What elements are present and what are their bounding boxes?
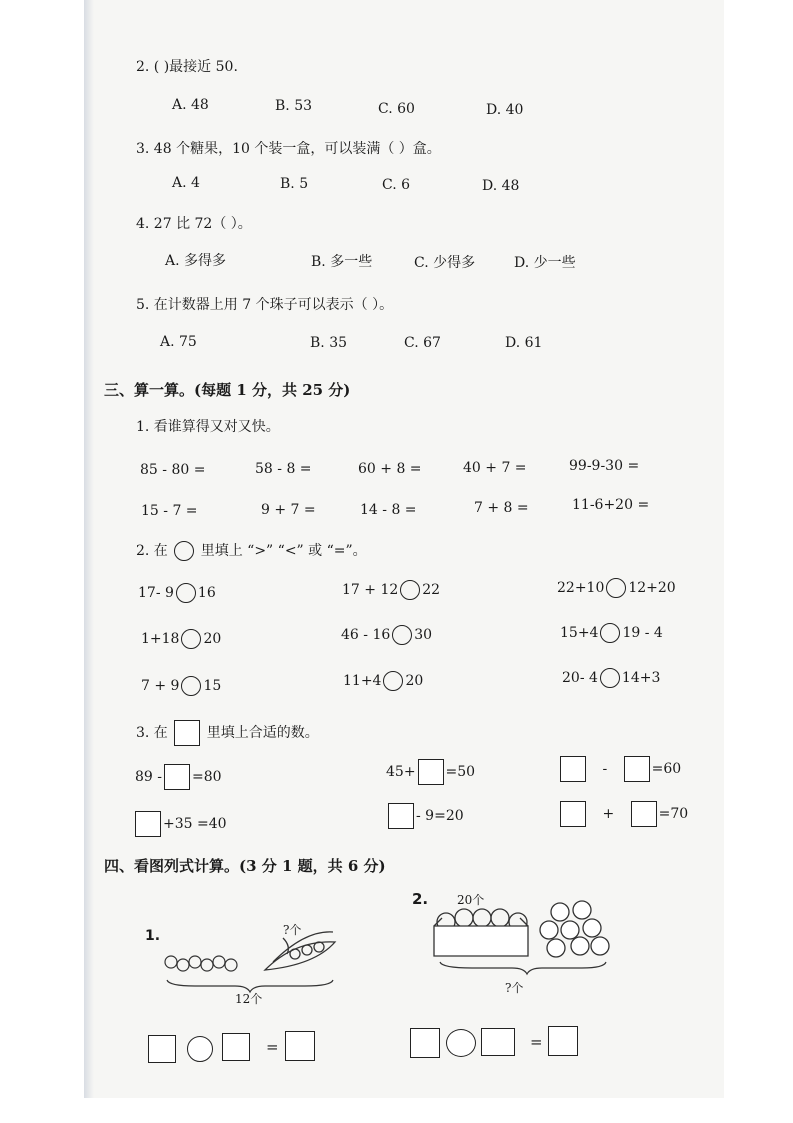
- q3-option-b: B. 5: [280, 176, 309, 192]
- compare-left: 17- 9: [138, 585, 174, 601]
- compare-right: 22: [422, 582, 441, 598]
- part3-title-pre: 3. 在: [136, 725, 168, 741]
- answer-circle[interactable]: [181, 676, 201, 696]
- bead-string-icon: [165, 956, 237, 971]
- eq-text: 89 -: [135, 769, 162, 785]
- compare-right: 16: [197, 585, 216, 601]
- compare-r2-c3: [560, 623, 663, 643]
- section3-heading: 三、算一算。(每题 1 分，共 25 分): [104, 381, 351, 399]
- basket-of-balls-icon: [434, 909, 528, 956]
- compare-left: 20- 4: [562, 670, 598, 686]
- calc-r1-1: 85 - 80 =: [140, 462, 206, 478]
- q3-option-d: D. 48: [482, 178, 520, 194]
- compare-right: 20: [203, 631, 222, 647]
- p1-box-2[interactable]: [222, 1033, 250, 1061]
- part3-title: [136, 720, 319, 746]
- compare-left: 7 + 9: [141, 678, 180, 694]
- part1-title: 1. 看谁算得又对又快。: [136, 419, 280, 435]
- calc-r1-5: 99-9-30 =: [569, 458, 640, 474]
- compare-right: 19 - 4: [622, 625, 663, 641]
- compare-left: 11+4: [343, 673, 382, 689]
- p1-box-1[interactable]: [148, 1035, 176, 1063]
- q4-option-c: C. 少得多: [414, 255, 476, 271]
- answer-box[interactable]: [560, 756, 586, 782]
- compare-r3-c2: [343, 671, 423, 691]
- compare-left: 46 - 16: [341, 627, 391, 643]
- eq-operator: +: [602, 806, 615, 822]
- answer-circle[interactable]: [383, 671, 403, 691]
- q2-option-d: D. 40: [486, 102, 524, 118]
- answer-box[interactable]: [135, 811, 161, 837]
- q3-option-a: A. 4: [172, 175, 200, 191]
- compare-left: 1+18: [141, 631, 180, 647]
- part3-title-post: 里填上合适的数。: [206, 725, 319, 741]
- q4-option-a: A. 多得多: [165, 253, 227, 269]
- fill-eq-4: [133, 811, 227, 837]
- calc-r1-2: 58 - 8 =: [255, 461, 312, 477]
- p2-number: 2.: [412, 890, 429, 908]
- q5-option-c: C. 67: [404, 335, 441, 351]
- answer-box[interactable]: [631, 801, 657, 827]
- part2-title: [136, 541, 367, 561]
- compare-r1-c2: [342, 580, 440, 600]
- q4-option-b: B. 多一些: [311, 254, 373, 270]
- p1-operator-circle[interactable]: [187, 1036, 213, 1062]
- p1-equals: =: [266, 1038, 279, 1056]
- q2-option-b: B. 53: [275, 98, 313, 114]
- calc-r2-2: 9 + 7 =: [261, 502, 316, 518]
- q5-option-b: B. 35: [310, 335, 348, 351]
- p2-equals: =: [530, 1033, 543, 1051]
- answer-circle[interactable]: [606, 578, 626, 598]
- p1-total-label: 12个: [235, 992, 263, 1006]
- fill-eq-6: [558, 801, 688, 827]
- compare-r2-c1: [141, 629, 221, 649]
- part2-title-pre: 2. 在: [136, 543, 168, 559]
- p2-illustration: [432, 900, 612, 980]
- compare-left: 15+4: [560, 625, 599, 641]
- compare-left: 17 + 12: [342, 582, 399, 598]
- q2-stem: 2. ( )最接近 50.: [136, 59, 238, 75]
- q5-option-d: D. 61: [505, 335, 543, 351]
- calc-r2-1: 15 - 7 =: [141, 503, 198, 519]
- calc-r2-4: 7 + 8 =: [474, 500, 529, 516]
- answer-box[interactable]: [388, 803, 414, 829]
- q5-option-a: A. 75: [160, 334, 197, 350]
- answer-circle[interactable]: [392, 625, 412, 645]
- q4-stem: 4. 27 比 72（ ）。: [136, 216, 252, 232]
- p2-operator-circle[interactable]: [446, 1029, 476, 1057]
- eq-operator: -: [602, 761, 608, 777]
- calc-r2-5: 11-6+20 =: [572, 497, 650, 513]
- example-circle: [174, 541, 194, 561]
- compare-right: 12+20: [628, 580, 676, 596]
- example-box: [174, 720, 200, 746]
- answer-box[interactable]: [624, 756, 650, 782]
- section4-heading: 四、看图列式计算。(3 分 1 题，共 6 分): [104, 857, 386, 875]
- compare-right: 30: [414, 627, 433, 643]
- compare-r3-c1: [141, 676, 221, 696]
- calc-r1-4: 40 + 7 =: [463, 460, 527, 476]
- compare-r2-c2: [341, 625, 432, 645]
- eq-text: =60: [651, 761, 682, 777]
- loose-balls-icon: [540, 901, 609, 957]
- q2-option-a: A. 48: [172, 97, 209, 113]
- answer-circle[interactable]: [600, 623, 620, 643]
- calc-r2-3: 14 - 8 =: [360, 502, 417, 518]
- p1-box-3[interactable]: [285, 1031, 315, 1061]
- p2-box-1[interactable]: [410, 1028, 440, 1058]
- answer-box[interactable]: [164, 764, 190, 790]
- answer-circle[interactable]: [181, 629, 201, 649]
- fill-eq-1: [135, 764, 222, 790]
- p1-number: 1.: [145, 928, 161, 944]
- compare-r1-c1: [138, 583, 216, 603]
- compare-r1-c3: [557, 578, 676, 598]
- compare-left: 22+10: [557, 580, 605, 596]
- answer-box[interactable]: [560, 801, 586, 827]
- answer-circle[interactable]: [176, 583, 196, 603]
- p1-question-label: ?个: [283, 923, 302, 937]
- fill-eq-3: [558, 756, 681, 782]
- p2-brace: [440, 962, 606, 974]
- p2-total-label: ?个: [505, 981, 524, 995]
- p2-box-3[interactable]: [548, 1026, 578, 1056]
- p2-box-2[interactable]: [481, 1028, 515, 1056]
- eq-text: - 9=20: [416, 808, 464, 824]
- compare-right: 14+3: [621, 670, 661, 686]
- eq-text: 45+: [386, 764, 416, 780]
- q3-option-c: C. 6: [382, 177, 411, 193]
- eq-text: +35 =40: [163, 816, 227, 832]
- answer-circle[interactable]: [400, 580, 420, 600]
- eq-text: =80: [192, 769, 222, 785]
- page-edge-shadow: [84, 0, 94, 1098]
- compare-right: 20: [405, 673, 424, 689]
- compare-r3-c3: [562, 668, 660, 688]
- calc-r1-3: 60 + 8 =: [358, 461, 422, 477]
- q2-option-c: C. 60: [378, 101, 415, 117]
- q3-stem: 3. 48 个糖果，10 个装一盒，可以装满（ ）盒。: [136, 141, 441, 157]
- answer-circle[interactable]: [600, 668, 620, 688]
- p2-top-label: 20个: [457, 893, 485, 907]
- eq-text: =50: [445, 764, 476, 780]
- fill-eq-5: [386, 803, 464, 829]
- part2-title-post: 里填上 “>” “<” 或 “=”。: [200, 543, 367, 559]
- pea-pod-icon: [265, 932, 335, 970]
- eq-text: =70: [658, 806, 689, 822]
- q5-stem: 5. 在计数器上用 7 个珠子可以表示（ ）。: [136, 297, 394, 313]
- compare-right: 15: [203, 678, 222, 694]
- fill-eq-2: [386, 759, 475, 785]
- answer-box[interactable]: [418, 759, 444, 785]
- q4-option-d: D. 少一些: [514, 255, 576, 271]
